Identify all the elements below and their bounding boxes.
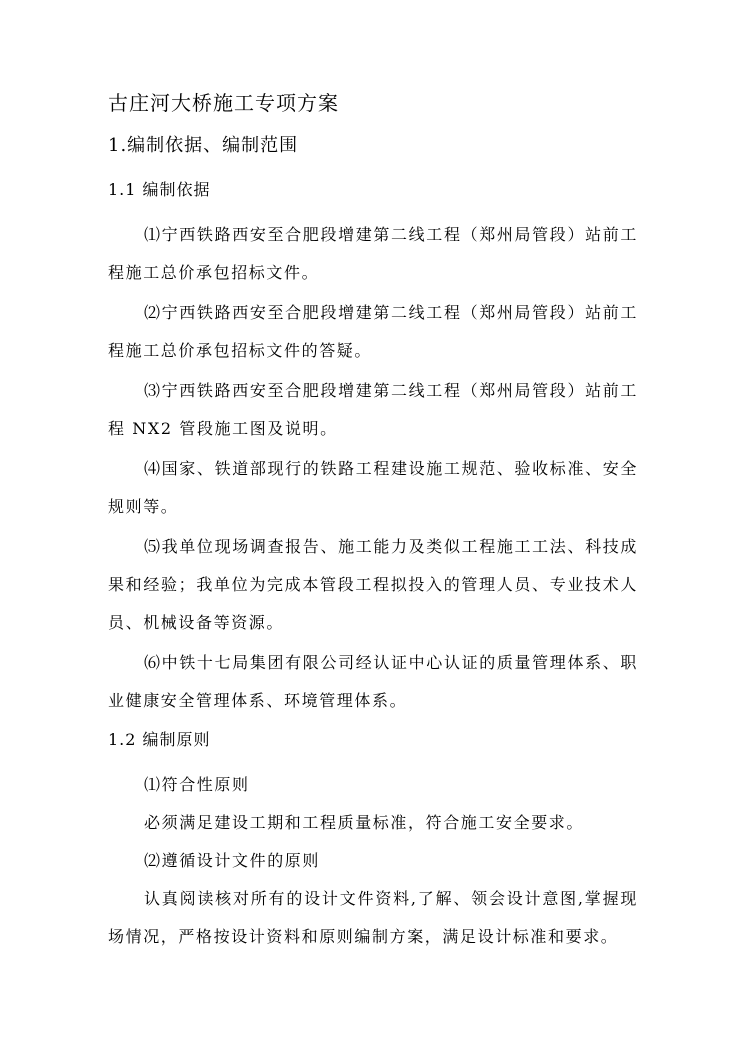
basis-item-4: ⑷国家、铁道部现行的铁路工程建设施工规范、验收标准、安全规则等。 [108,459,638,516]
principle-2-title: ⑵遵循设计文件的原则 [144,851,321,870]
principle-1-text: 必须满足建设工期和工程质量标准，符合施工安全要求。 [144,813,585,832]
basis-item-3: ⑶宁西铁路西安至合肥段增建第二线工程（郑州局管段）站前工程 NX2 管段施工图及说明。 [108,381,638,438]
document-title: 古庄河大桥施工专项方案 [108,91,339,115]
section-1-heading: 1.编制依据、编制范围 [108,135,299,156]
basis-item-6: ⑹中铁十七局集团有限公司经认证中心认证的质量管理体系、职业健康安全管理体系、环境管理体系。 [108,653,638,710]
section-1-1-heading: 1.1 编制依据 [108,180,211,199]
basis-item-5: ⑸我单位现场调查报告、施工能力及类似工程施工工法、科技成果和经验；我单位为完成本管段工程拟投入的管理人员、专业技术人员、机械设备等资源。 [108,537,638,632]
document-body [108,88,638,956]
principle-1-title: ⑴符合性原则 [144,775,250,794]
basis-item-1: ⑴宁西铁路西安至合肥段增建第二线工程（郑州局管段）站前工程施工总价承包招标文件。 [108,225,638,282]
basis-item-2: ⑵宁西铁路西安至合肥段增建第二线工程（郑州局管段）站前工程施工总价承包招标文件的答疑。 [108,303,638,360]
principle-2-text: 认真阅读核对所有的设计文件资料,了解、领会设计意图,掌握现场情况，严格按设计资料和原则编制方案，满足设计标准和要求。 [108,889,638,946]
section-1-2-heading: 1.2 编制原则 [108,730,211,749]
